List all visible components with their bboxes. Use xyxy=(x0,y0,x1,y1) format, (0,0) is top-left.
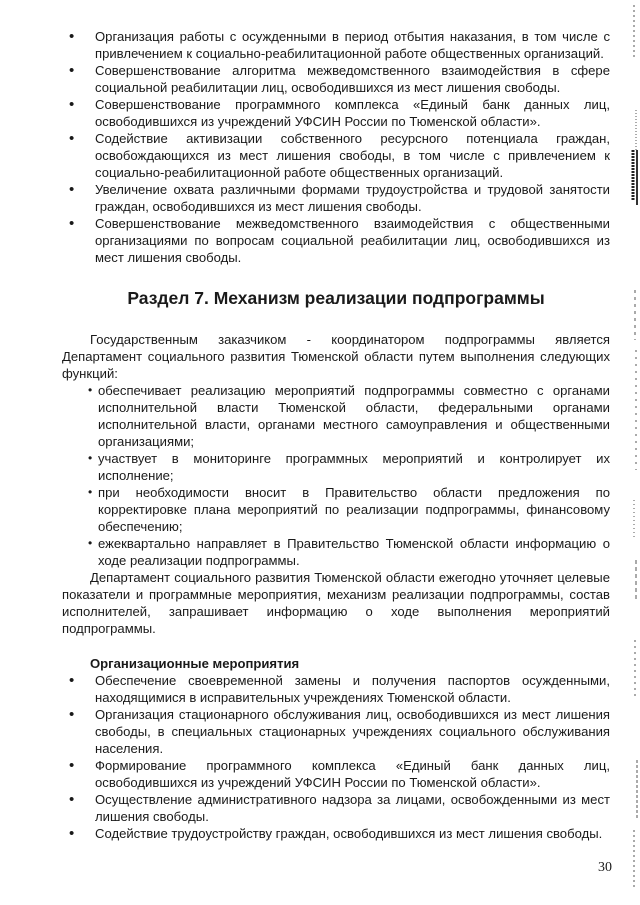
list-item: • Осуществление административного надзора за лицами, освобожденными из мест лишения свободы. xyxy=(69,791,610,824)
bullet-icon: • xyxy=(69,791,75,808)
bullet-icon: • xyxy=(88,451,93,465)
list-item: • обеспечивает реализацию мероприятий подпрограммы совместно с органами исполнительной власти Тюменской области, федеральными органами исполнительной власти, органами местного самоуправления и общественными организациями; xyxy=(88,383,610,449)
list-item: • Формирование программного комплекса «Единый банк данных лиц, освободившихся из учреждений УФСИН России по Тюменской области». xyxy=(69,757,610,790)
organizational-measures-heading: Организационные мероприятия xyxy=(90,656,300,671)
list-item: • Организация стационарного обслуживания лиц, освободившихся из мест лишения свободы, в специальных стационарных учреждениях социального обслуживания населения. xyxy=(69,706,610,756)
list-item: • участвует в мониторинге программных мероприятий и контролирует их исполнение; xyxy=(88,451,610,483)
bullet-icon: • xyxy=(69,96,75,113)
top-bullet-list xyxy=(62,28,610,266)
department-paragraph: Департамент социального развития Тюменской области ежегодно уточняет целевые показатели и программные мероприятия, механизм реализации подпрограммы, состав исполнителей, запрашивает информацию о ходе выполнения мероприятий подпрограммы. xyxy=(62,570,610,636)
organizational-measures-list xyxy=(62,672,610,842)
list-item: • Совершенствование алгоритма межведомственного взаимодействия в сфере социальной реабилитации лиц, освободившихся из мест лишения свободы. xyxy=(69,62,610,95)
bullet-icon: • xyxy=(69,130,75,147)
functions-list xyxy=(62,382,610,569)
bullet-icon: • xyxy=(69,181,75,198)
bullet-icon: • xyxy=(69,672,75,689)
list-item: • Совершенствование программного комплекса «Единый банк данных лиц, освободившихся из учреждений УФСИН России по Тюменской области». xyxy=(69,96,610,129)
list-item: • Организация работы с осужденными в период отбытия наказания, в том числе с привлечением к социально-реабилитационной работе общественных организаций. xyxy=(69,28,610,61)
list-item: • Обеспечение своевременной замены и получения паспортов осужденными, находящимися в исправительных учреждениях Тюменской области. xyxy=(69,672,610,705)
list-item: • Увеличение охвата различными формами трудоустройства и трудовой занятости граждан, освободившихся из мест лишения свободы. xyxy=(69,181,610,214)
list-item: • Содействие трудоустройству граждан, освободившихся из мест лишения свободы. xyxy=(69,825,603,842)
bullet-icon: • xyxy=(69,757,75,774)
bullet-icon: • xyxy=(69,215,75,232)
bullet-icon: • xyxy=(69,28,75,45)
bullet-icon: • xyxy=(88,485,93,499)
bullet-icon: • xyxy=(88,536,93,550)
page-content xyxy=(62,28,610,842)
list-item: • ежеквартально направляет в Правительство Тюменской области информацию о ходе реализации подпрограммы. xyxy=(88,536,610,568)
list-item: • Содействие активизации собственного ресурсного потенциала граждан, освобождающихся из мест лишения свободы, в том числе с привлечением к социально-реабилитационной работе общественных организаций. xyxy=(69,130,610,180)
intro-paragraph: Государственным заказчиком - координатором подпрограммы является Департамент социального развития Тюменской области путем выполнения следующих функций: xyxy=(62,332,610,381)
bullet-icon: • xyxy=(88,383,93,397)
bullet-icon: • xyxy=(69,825,75,842)
list-item: • Совершенствование межведомственного взаимодействия с общественными организациями по вопросам социальной реабилитации лиц, освободившихся из мест лишения свободы. xyxy=(69,215,610,265)
bullet-icon: • xyxy=(69,706,75,723)
bullet-icon: • xyxy=(69,62,75,79)
scan-edge-artifact xyxy=(624,0,640,905)
list-item: • при необходимости вносит в Правительство области предложения по корректировке плана мероприятий по реализации подпрограммы, финансовому обеспечению; xyxy=(88,485,610,534)
section-heading: Раздел 7. Механизм реализации подпрограммы xyxy=(127,288,545,308)
page-number: 30 xyxy=(598,860,612,875)
